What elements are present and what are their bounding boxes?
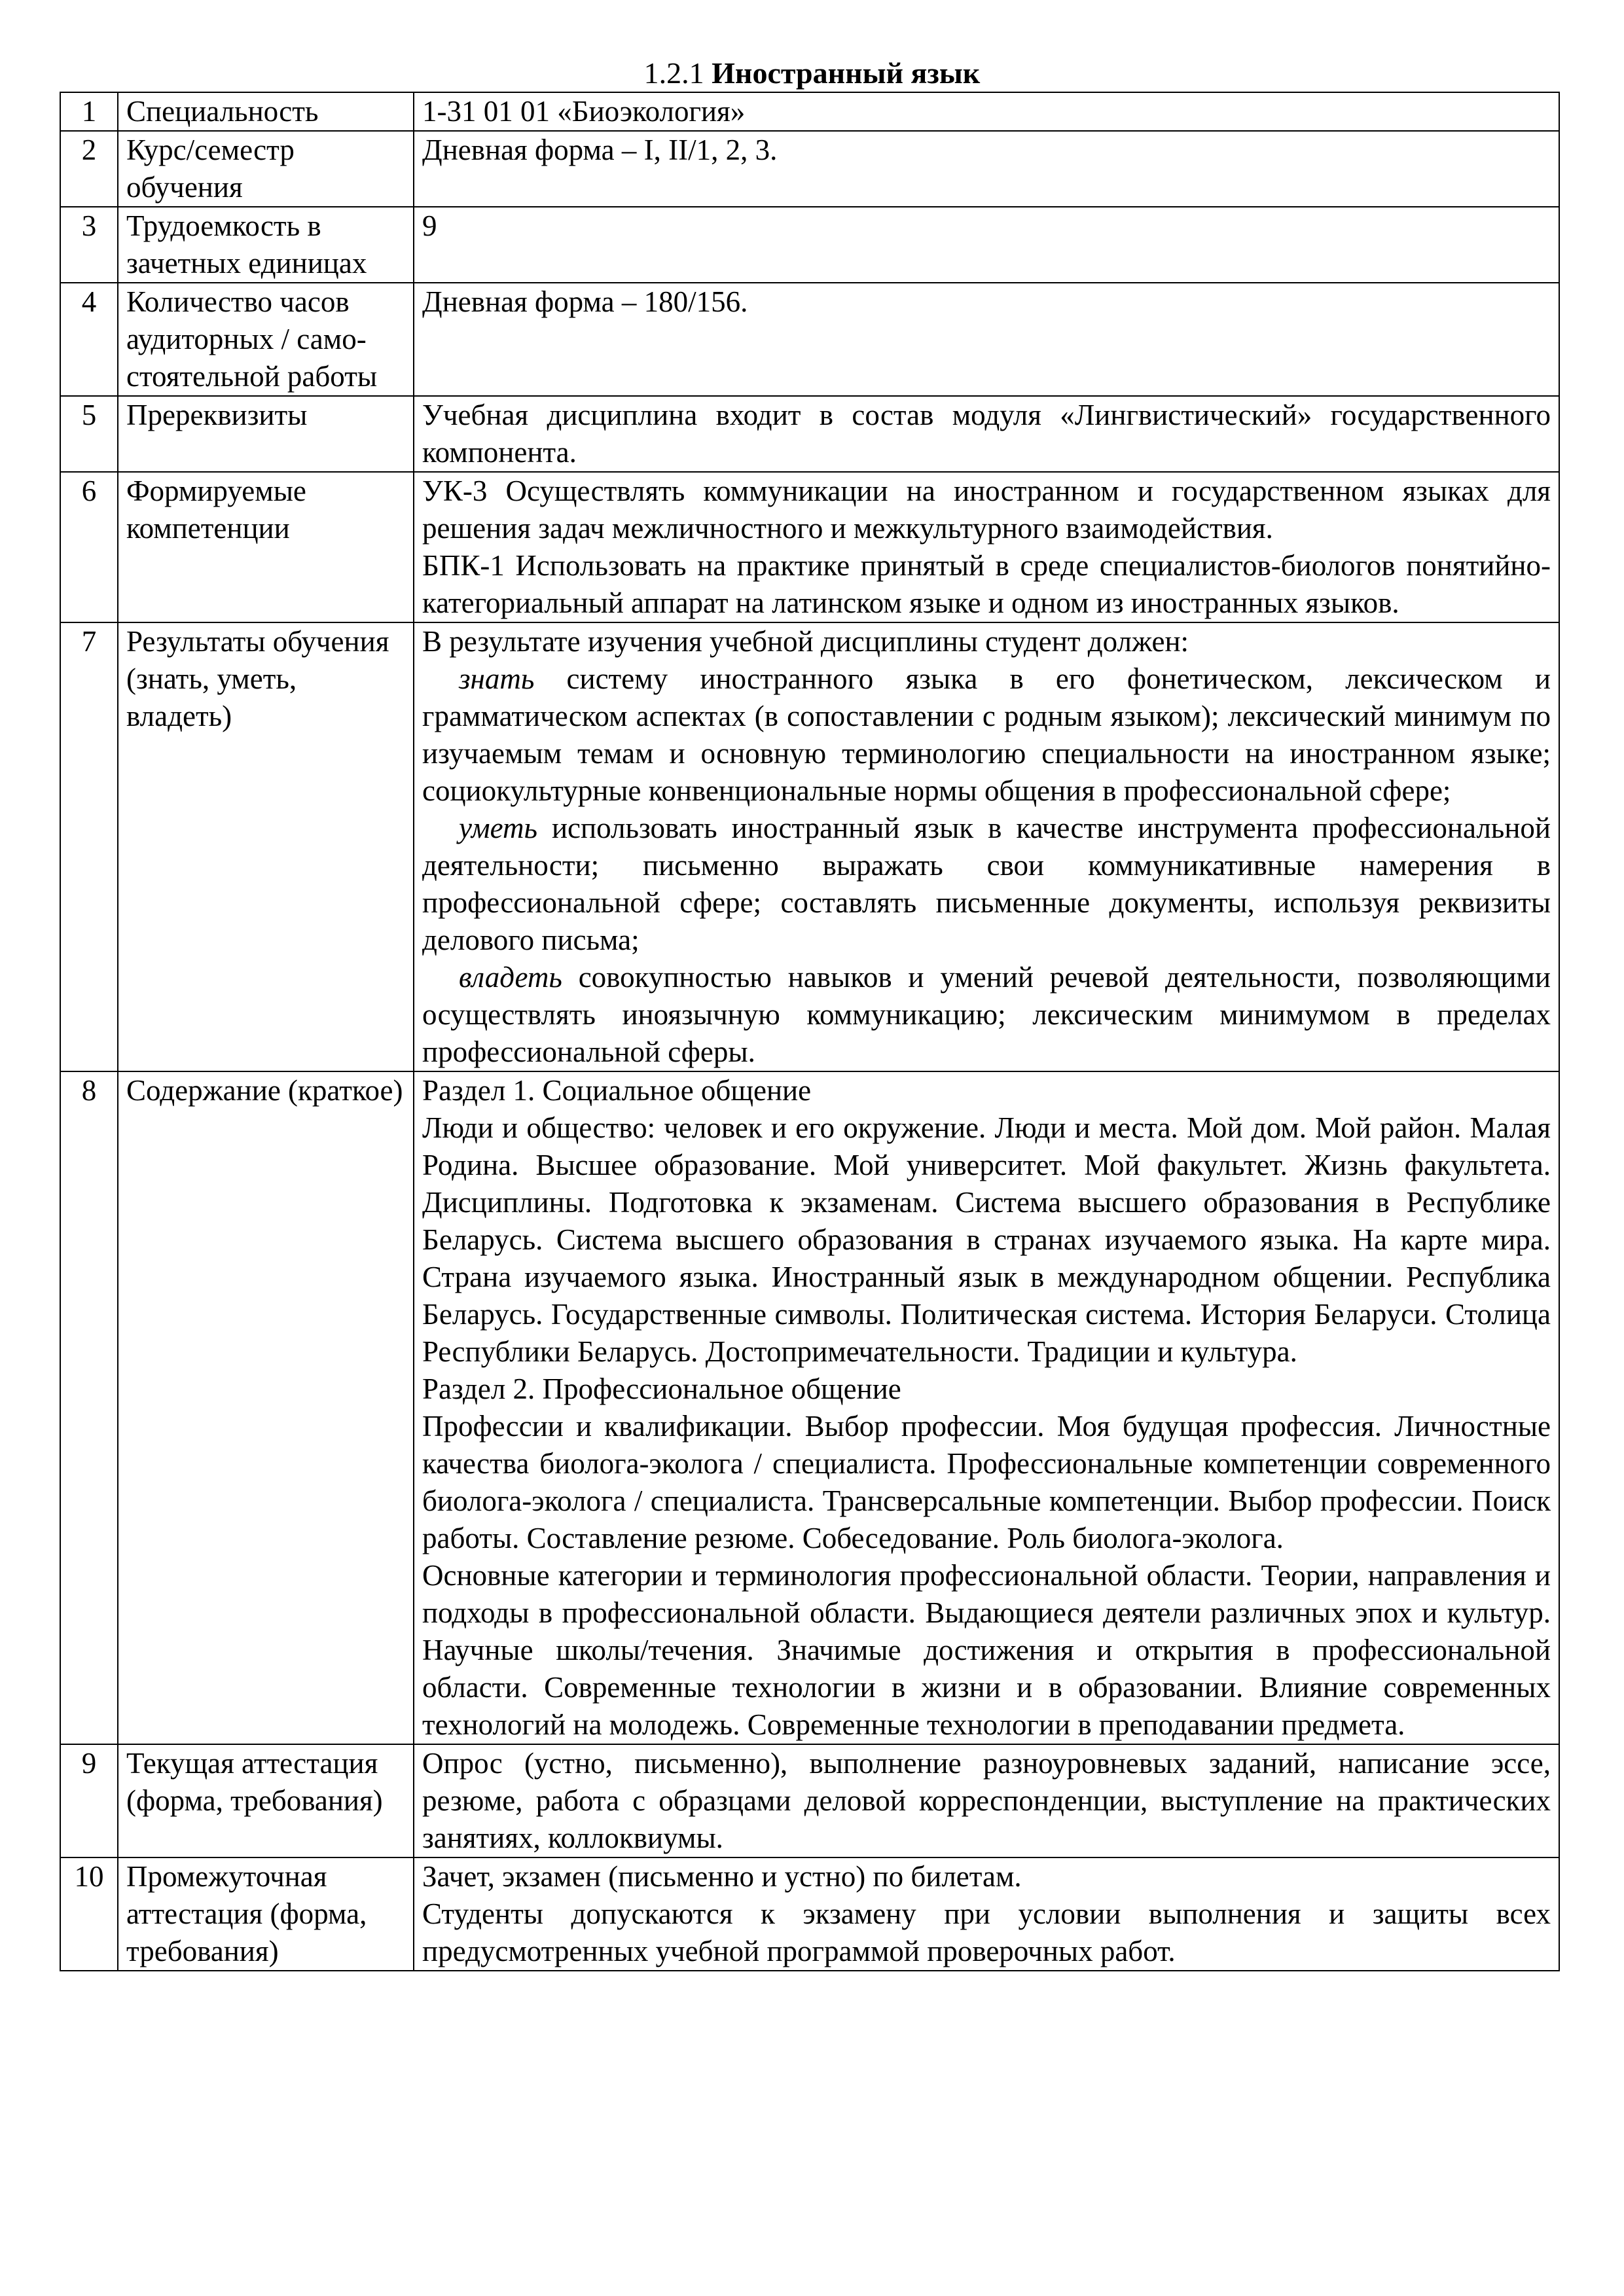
- table-row: [60, 131, 1559, 207]
- row-label: Промежуточная аттестация (форма, требования): [118, 1857, 414, 1971]
- row-value: [414, 1857, 1559, 1971]
- table-row: [60, 283, 1559, 396]
- section-title: [0, 55, 1624, 92]
- row-number: 10: [60, 1857, 118, 1971]
- outcome-know: [422, 660, 1551, 810]
- row-value: [414, 1071, 1559, 1744]
- row-label: Результаты обучения (знать, уметь, владеть): [118, 622, 414, 1071]
- section-2-heading: Раздел 2. Профессиональное общение: [422, 1372, 901, 1405]
- row-number: 2: [60, 131, 118, 207]
- table-row: [60, 92, 1559, 131]
- outcome-keyword: уметь: [459, 812, 537, 844]
- row-label: Количество часов аудиторных / само-стоятельной работы: [118, 283, 414, 396]
- outcome-text: совокупностью навыков и умений речевой деятельности, позволяющими осуществлять иноязычную коммуникацию; лексическим минимумом в пределах профессиональной сферы.: [422, 961, 1551, 1068]
- assessment-requirements: Студенты допускаются к экзамену при условии выполнения и защиты всех предусмотренных учебной программой проверочных работ.: [422, 1897, 1551, 1967]
- row-number: 3: [60, 207, 118, 283]
- section-1-heading: Раздел 1. Социальное общение: [422, 1074, 812, 1107]
- section-2-topics: Профессии и квалификации. Выбор профессии. Моя будущая профессия. Личностные качества биолога-эколога / специалиста. Профессиональные компетенции современного биолога-эколога / специалиста. Трансверсальные компетенции. Выбор профессии. Поиск работы. Составление резюме. Собеседование. Роль биолога-эколога.: [422, 1410, 1551, 1554]
- section-1-topics: Люди и общество: человек и его окружение. Люди и места. Мой дом. Мой район. Малая Родина. Высшее образование. Мой университет. Мой факультет. Жизнь факультета. Дисциплины. Подготовка к экзаменам. Система высшего образования в Республике Беларусь. Система высшего образования в странах изучаемого языка. На карте мира. Страна изучаемого языка. Иностранный язык в международном общении. Республика Беларусь. Государственные символы. Политическая система. История Беларуси. Столица Республики Беларусь. Достопримечательности. Традиции и культура.: [422, 1111, 1551, 1368]
- section-2-topics-extra: Основные категории и терминология профессиональной области. Теории, направления и подходы в профессиональной области. Выдающиеся деятели различных эпох и культур. Научные школы/течения. Значимые достижения и открытия в профессиональной области. Современные технологии в жизни и в образовании. Влияние современных технологий на молодежь. Современные технологии в преподавании предмета.: [422, 1559, 1551, 1741]
- row-value: Учебная дисциплина входит в состав модуля «Лингвистический» государственного компонента.: [414, 396, 1559, 472]
- row-label: Курс/семестр обучения: [118, 131, 414, 207]
- outcome-text: систему иностранного языка в его фонетическом, лексическом и грамматическом аспектах (в сопоставлении с родным языком); лексический минимум по изучаемым темам и основную терминологию специальности на иностранном языке; социокультурные конвенциональные нормы общения в профессиональной сфере;: [422, 662, 1551, 807]
- row-number: 1: [60, 92, 118, 131]
- outcome-text: использовать иностранный язык в качестве инструмента профессиональной деятельности; письменно выражать свои коммуникативные намерения в профессиональной сфере; составлять письменные документы, используя реквизиты делового письма;: [422, 812, 1551, 956]
- row-number: 9: [60, 1744, 118, 1857]
- row-label: Формируемые компетенции: [118, 472, 414, 622]
- row-value: Дневная форма – 180/156.: [414, 283, 1559, 396]
- row-number: 5: [60, 396, 118, 472]
- row-label: Специальность: [118, 92, 414, 131]
- row-value: 9: [414, 207, 1559, 283]
- section-name: Иностранный язык: [712, 56, 981, 90]
- section-number: 1.2.1: [643, 56, 704, 90]
- row-value: Дневная форма – I, II/1, 2, 3.: [414, 131, 1559, 207]
- outcome-keyword: владеть: [459, 961, 562, 994]
- table-row: [60, 1071, 1559, 1744]
- competence-uk3: УК-3 Осуществлять коммуникации на иностранном и государственном языках для решения задач межличностного и межкультурного взаимодействия.: [422, 475, 1551, 545]
- table-row: [60, 396, 1559, 472]
- competence-bpk1: БПК-1 Использовать на практике принятый в среде специалистов-биологов понятийно-категориальный аппарат на латинском языке и одном из иностранных языков.: [422, 549, 1551, 619]
- row-label: Пререквизиты: [118, 396, 414, 472]
- table-row: [60, 622, 1559, 1071]
- row-label: Текущая аттестация (форма, требования): [118, 1744, 414, 1857]
- table-row: [60, 1857, 1559, 1971]
- table-row: [60, 1744, 1559, 1857]
- table-row: [60, 207, 1559, 283]
- assessment-form: Зачет, экзамен (письменно и устно) по билетам.: [422, 1860, 1022, 1893]
- outcome-can: [422, 810, 1551, 959]
- row-value: [414, 622, 1559, 1071]
- row-value: 1-31 01 01 «Биоэкология»: [414, 92, 1559, 131]
- table-row: [60, 472, 1559, 622]
- row-number: 8: [60, 1071, 118, 1744]
- row-number: 4: [60, 283, 118, 396]
- row-label: Содержание (краткое): [118, 1071, 414, 1744]
- syllabus-table: [60, 92, 1560, 1971]
- row-number: 7: [60, 622, 118, 1071]
- row-number: 6: [60, 472, 118, 622]
- row-label: Трудоемкость в зачетных единицах: [118, 207, 414, 283]
- outcome-master: [422, 959, 1551, 1071]
- outcomes-intro: В результате изучения учебной дисциплины студент должен:: [422, 625, 1189, 658]
- row-value: Опрос (устно, письменно), выполнение разноуровневых заданий, написание эссе, резюме, работа с образцами деловой корреспонденции, выступление на практических занятиях, коллоквиумы.: [414, 1744, 1559, 1857]
- outcome-keyword: знать: [459, 662, 535, 695]
- row-value: [414, 472, 1559, 622]
